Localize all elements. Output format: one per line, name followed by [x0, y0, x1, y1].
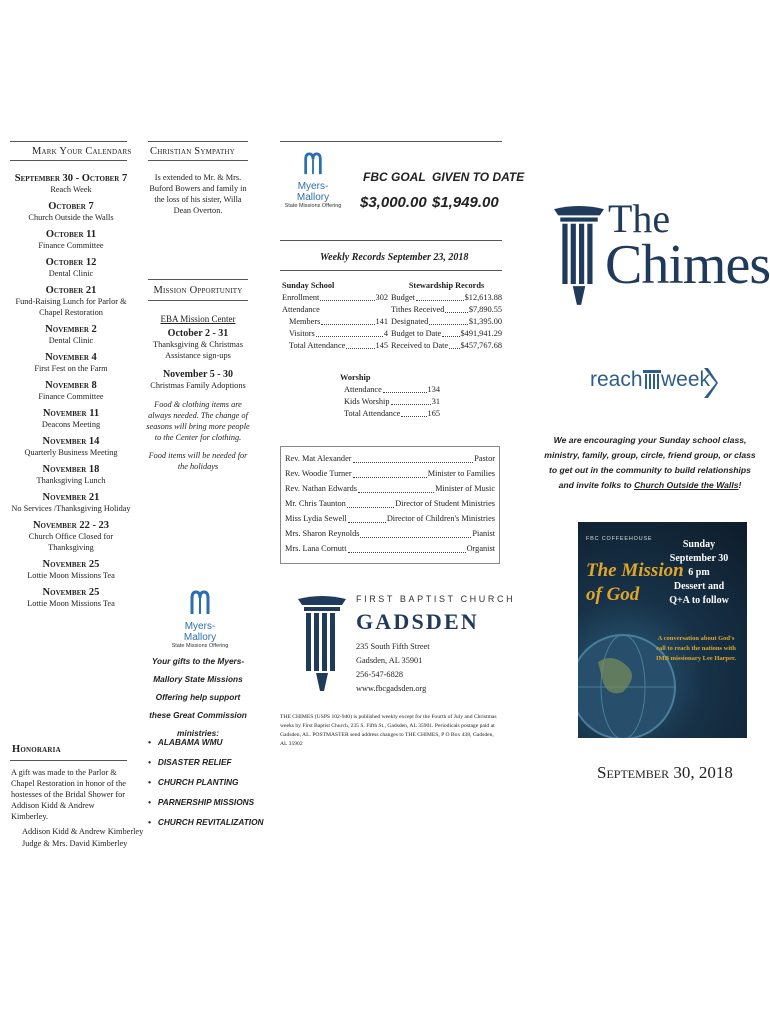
weekly-title: Weekly Records September 23, 2018 — [320, 252, 469, 263]
event-item — [10, 285, 132, 318]
worship-row: Total Attendance 165 — [344, 409, 440, 418]
mm-support-text: Your gifts to the Myers-Mallory State Missions Offering help support these Great Commission ministries: — [149, 656, 247, 738]
hands-icon — [302, 152, 324, 176]
poster-desc: A conversation about God's call to reach the nations with IMB missionary Lee Harper. — [656, 635, 736, 662]
mission-dates-1: October 2 - 31 — [167, 328, 229, 339]
event-desc: Deacons Meeting — [41, 420, 101, 429]
poster-title-1: The Mission — [586, 560, 684, 581]
st-row: Budget $12,613.88 — [391, 293, 502, 302]
event-item — [10, 436, 132, 458]
event-date: October 11 — [45, 229, 97, 240]
mm-ministries-list — [148, 732, 264, 832]
staff-row: Rev. Nathan Edwards Minister of Music — [285, 481, 495, 496]
ss-attendance-label: Attendance — [282, 305, 320, 314]
address-line-1: 235 South Fifth Street — [356, 642, 430, 651]
event-date: November 21 — [42, 492, 100, 503]
event-item — [10, 492, 132, 514]
worship-row: Kids Worship 31 — [344, 397, 440, 406]
given-label: GIVEN TO DATE — [432, 170, 525, 184]
event-date: November 22 - 23 — [32, 520, 110, 531]
reach-word: reach — [590, 368, 643, 391]
worship-row: Attendance 134 — [344, 385, 440, 394]
event-date: November 25 — [42, 559, 100, 570]
list-item: • ALABAMA WMU — [148, 737, 223, 747]
calendar-list — [10, 173, 132, 609]
title-chimes: Chimes — [605, 234, 770, 296]
event-item — [10, 201, 132, 223]
list-item: • PARNERSHIP MISSIONS — [148, 797, 255, 807]
hands-icon — [188, 590, 212, 616]
title-the: The — [608, 196, 671, 241]
church-address — [356, 640, 430, 696]
poster-schedule — [659, 538, 739, 608]
event-item — [10, 380, 132, 402]
event-item — [10, 464, 132, 486]
event-desc: Finance Committee — [38, 241, 104, 250]
list-item: • CHURCH REVITALIZATION — [148, 817, 264, 827]
honoraria-giver-1: Addison Kidd & Andrew Kimberley — [22, 827, 144, 836]
column-icon — [296, 595, 348, 695]
mission-desc-1: Thanksgiving & Christmas Assistance sign-ups — [153, 340, 243, 360]
ss-row: Enrollment 302 — [282, 293, 388, 302]
encourage-text: We are encouraging your Sunday school class, ministry, family, group, circle, friend group, or class to get out in the community to build relationships and invite folks to Church Outside the Walls! — [544, 435, 756, 490]
mission-section — [145, 314, 251, 472]
event-date: October 7 — [48, 201, 94, 212]
event-desc: First Fest on the Farm — [34, 364, 108, 373]
week-word: week — [661, 368, 711, 391]
mission-desc-2: Christmas Family Adoptions — [150, 381, 246, 390]
event-date: November 8 — [45, 380, 97, 391]
event-item — [10, 587, 132, 609]
column-icon — [551, 205, 607, 309]
staff-box — [280, 446, 500, 564]
poster-extra-1: Dessert and — [673, 581, 725, 592]
event-item — [10, 352, 132, 374]
event-item — [10, 229, 132, 251]
worship-section — [340, 372, 440, 420]
poster-time: 6 pm — [688, 567, 710, 578]
event-desc: Finance Committee — [38, 392, 104, 401]
reach-week-logo — [590, 364, 715, 404]
goal-label: FBC GOAL — [363, 170, 426, 184]
honoraria-giver-2: Judge & Mrs. David Kimberley — [22, 839, 128, 848]
st-header: Stewardship Records — [408, 281, 485, 290]
myers-mallory-logo-top — [283, 152, 343, 209]
honoraria-header: Honoraria — [12, 744, 61, 755]
goal-value: $3,000.00 — [360, 194, 427, 211]
event-item — [10, 324, 132, 346]
chimes-logo — [551, 205, 607, 314]
calendar-header: Mark Your Calendars — [32, 146, 132, 157]
ss-row: Visitors 4 — [289, 329, 388, 338]
st-row: Tithes Received $7,890.55 — [391, 305, 502, 314]
poster-title-2: of God — [586, 584, 640, 605]
list-item: • DISASTER RELIEF — [148, 757, 232, 767]
given-value: $1,949.00 — [432, 194, 499, 211]
event-date: October 21 — [45, 285, 97, 296]
ss-row: Members 141 — [289, 317, 388, 326]
mm-sub: State Missions Offering — [171, 643, 229, 649]
ss-header: Sunday School — [282, 281, 335, 290]
event-date: November 25 — [42, 587, 100, 598]
event-date: September 30 - October 7 — [14, 173, 128, 184]
staff-row: Mr. Chris Taunton Director of Student Ministries — [285, 496, 495, 511]
event-item — [10, 257, 132, 279]
poster-extra-2: Q+A to follow — [669, 595, 729, 606]
list-item: • CHURCH PLANTING — [148, 777, 239, 787]
issue-date: September 30, 2018 — [597, 763, 733, 782]
address-line-2: Gadsden, AL 35901 — [356, 656, 423, 665]
event-desc: Lottie Moon Missions Tea — [27, 571, 115, 580]
staff-row: Miss Lydia Sewell Director of Children's Ministries — [285, 511, 495, 526]
staff-row: Mrs. Sharon Reynolds Pianist — [285, 526, 495, 541]
event-desc: Quarterly Business Meeting — [24, 448, 118, 457]
church-top-label: FIRST BAPTIST CHURCH — [356, 594, 516, 604]
st-row: Designated $1,395.00 — [391, 317, 502, 326]
mission-header: Mission Opportunity — [153, 285, 243, 296]
church-outside-link: Church Outside the Walls — [634, 480, 739, 490]
event-item — [10, 173, 132, 195]
church-logo — [296, 595, 348, 700]
staff-row: Rev. Mat Alexander Pastor — [285, 451, 495, 466]
event-desc: Reach Week — [50, 185, 92, 194]
event-date: November 2 — [45, 324, 97, 335]
st-row: Received to Date $457,767.68 — [391, 341, 502, 350]
event-desc: Church Office Closed for Thanksgiving — [28, 532, 114, 552]
mission-note-2: Food items will be needed for the holidays — [148, 451, 248, 471]
worship-header: Worship — [340, 373, 371, 382]
sympathy-header: Christian Sympathy — [150, 146, 235, 157]
event-item — [10, 520, 132, 553]
event-desc: Dental Clinic — [48, 269, 94, 278]
church-name: GADSDEN — [356, 609, 479, 634]
honoraria-text: A gift was made to the Parlor & Chapel Restoration in honor of the hostesses of the Bridal Shower for Addison Kidd & Andrew Kimberley. — [11, 768, 126, 821]
mission-note-1: Food & clothing items are always needed. The change of seasons will bring more people to the Center for clothing. — [146, 400, 250, 442]
event-date: November 18 — [42, 464, 100, 475]
sympathy-text: Is extended to Mr. & Mrs. Buford Bowers and family in the loss of his sister, Willa Dean Overton. — [149, 173, 247, 215]
event-item — [10, 559, 132, 581]
phone: 256-547-6828 — [356, 670, 404, 679]
event-date: November 4 — [45, 352, 97, 363]
st-row: Budget to Date $491,941.29 — [391, 329, 502, 338]
event-item — [10, 408, 132, 430]
event-desc: Fund-Raising Lunch for Parlor & Chapel Restoration — [15, 297, 127, 317]
mission-title: EBA Mission Center — [160, 314, 236, 324]
event-date: November 14 — [42, 436, 100, 447]
event-desc: Thanksgiving Lunch — [36, 476, 106, 485]
ss-row: Total Attendance 145 — [289, 341, 388, 350]
event-desc: Church Outside the Walls — [28, 213, 114, 222]
chevron-right-icon — [702, 366, 718, 400]
event-date: November 11 — [42, 408, 100, 419]
myers-mallory-logo — [170, 590, 230, 649]
event-desc: Dental Clinic — [48, 336, 94, 345]
poster-tag: FBC COFFEEHOUSE — [586, 536, 653, 542]
event-desc: No Services /Thanksgiving Holiday — [11, 504, 131, 513]
legal-notice: THE CHIMES (USPS 102-940) is published weekly except for the Fourth of July and Christmas weeks by First Baptist Church, 235 S. Fifth St., Gadsden, AL 35901. Periodicals postage paid at Gadsden, AL. POSTMASTER send address changes to THE CHIMES, P O Box 438, Gadsden, AL 35902 — [280, 714, 497, 747]
mm-name: Myers-Mallory — [183, 621, 217, 643]
stewardship-section — [391, 280, 502, 352]
column-icon — [643, 370, 661, 394]
staff-row: Rev. Woodie Turner Minister to Families — [285, 466, 495, 481]
staff-row: Mrs. Lana Cornutt Organist — [285, 541, 495, 556]
event-desc: Lottie Moon Missions Tea — [27, 599, 115, 608]
event-date: October 12 — [45, 257, 97, 268]
poster-date: September 30 — [669, 553, 729, 564]
sunday-school-section — [282, 280, 388, 352]
poster-day: Sunday — [682, 539, 716, 550]
mm-sub: State Missions Offering — [284, 203, 342, 209]
mission-dates-2: November 5 - 30 — [162, 369, 234, 380]
mm-name: Myers-Mallory — [296, 181, 330, 203]
coffeehouse-poster — [578, 522, 747, 738]
website: www.fbcgadsden.org — [356, 684, 427, 693]
